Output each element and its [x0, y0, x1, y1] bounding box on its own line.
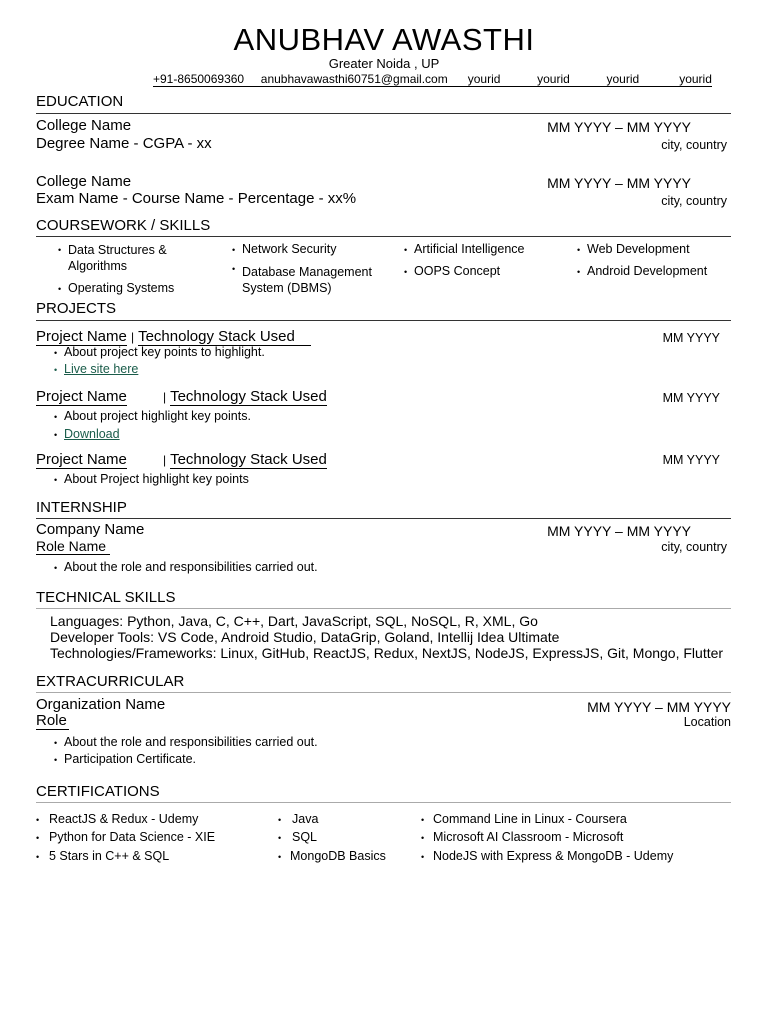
project-date: MM YYYY: [662, 391, 720, 405]
college-name: College Name: [36, 173, 132, 190]
degree-detail: Degree Name - CGPA - xx: [36, 135, 212, 152]
extracurricular-point: • About the role and responsibilities carried out.: [54, 735, 318, 749]
internship-place: city, country: [661, 540, 727, 554]
profile-link-3[interactable]: yourid: [606, 72, 640, 86]
company-name: Company Name: [36, 521, 145, 538]
project-date: MM YYYY: [662, 331, 720, 345]
extracurricular-date: MM YYYY – MM YYYY: [587, 699, 731, 715]
project-point: • About project highlight key points.: [54, 409, 251, 423]
section-divider: [36, 113, 731, 114]
education-date: MM YYYY – MM YYYY: [547, 119, 691, 135]
certifications-heading: CERTIFICATIONS: [36, 783, 160, 800]
resume-location: Greater Noida , UP: [328, 56, 440, 71]
project-date: MM YYYY: [662, 453, 720, 467]
section-divider: [36, 692, 731, 693]
certification-item: • Microsoft AI Classroom - Microsoft: [421, 830, 624, 844]
project-stack: Technology Stack Used: [170, 388, 327, 405]
section-divider: [36, 320, 731, 321]
section-divider: [36, 236, 731, 237]
project-title-row: Project Name | Technology Stack Used: [36, 328, 311, 345]
extracurricular-heading: EXTRACURRICULAR: [36, 673, 185, 690]
internship-point: • About the role and responsibilities carried out.: [54, 560, 318, 574]
skill-item: • Data Structures & Algorithms: [58, 243, 167, 273]
download-link[interactable]: Download: [64, 427, 120, 441]
certification-item: • NodeJS with Express & MongoDB - Udemy: [421, 849, 674, 863]
certification-item: • Python for Data Science - XIE: [36, 830, 216, 844]
project-stack: Technology Stack Used: [138, 328, 311, 346]
section-divider: [36, 802, 731, 803]
internship-heading: INTERNSHIP: [36, 499, 127, 516]
education-date: MM YYYY – MM YYYY: [547, 175, 691, 191]
skill-item: • Web Development: [577, 242, 690, 256]
project-point: • About Project highlight key points: [54, 472, 249, 486]
project-name: Project Name: [36, 388, 127, 405]
profile-link-4[interactable]: yourid: [679, 72, 712, 86]
certification-item: • Java: [278, 812, 319, 826]
phone-link[interactable]: +91-8650069360: [153, 72, 245, 86]
project-title-row: Project Name | Technology Stack Used: [36, 388, 327, 405]
profile-link-1[interactable]: yourid: [467, 72, 501, 86]
section-divider: [36, 608, 731, 609]
certification-item: • ReactJS & Redux - Udemy: [36, 812, 199, 826]
coursework-heading: COURSEWORK / SKILLS: [36, 217, 211, 234]
education-heading: EDUCATION: [36, 93, 124, 110]
resume-name: ANUBHAV AWASTHI: [233, 22, 535, 57]
developer-tools-line: Developer Tools: VS Code, Android Studio, DataGrip, Goland, Intellij Idea Ultimate: [50, 629, 560, 645]
internship-date: MM YYYY – MM YYYY: [547, 523, 691, 539]
email-link[interactable]: anubhavawasthi60751@gmail.com: [260, 72, 448, 86]
technical-heading: TECHNICAL SKILLS: [36, 589, 176, 606]
role-name: Role Name: [36, 538, 110, 554]
skill-item: • Android Development: [577, 264, 708, 278]
section-divider: [36, 518, 731, 519]
profile-link-2[interactable]: yourid: [537, 72, 570, 86]
college-name: College Name: [36, 117, 132, 134]
org-role: Role: [36, 712, 67, 729]
extracurricular-place: Location: [683, 715, 731, 729]
organization-name: Organization Name: [36, 696, 166, 713]
certification-item: • Command Line in Linux - Coursera: [421, 812, 627, 826]
education-place: city, country: [661, 194, 727, 208]
live-site-link[interactable]: Live site here: [64, 362, 139, 376]
degree-detail: Exam Name - Course Name - Percentage - xx%: [36, 190, 357, 207]
certification-item: • SQL: [278, 830, 318, 844]
skill-item: • Operating Systems: [58, 281, 175, 295]
project-stack: Technology Stack Used: [170, 451, 327, 468]
certification-item: • MongoDB Basics: [278, 849, 386, 863]
project-name: Project Name: [36, 451, 127, 468]
education-place: city, country: [661, 138, 727, 152]
project-name: Project Name: [36, 328, 127, 345]
skill-item: • Database Management System (DBMS): [232, 264, 372, 295]
project-point: • About project key points to highlight.: [54, 345, 265, 359]
frameworks-line: Technologies/Frameworks: Linux, GitHub, ReactJS, Redux, NextJS, NodeJS, ExpressJS, Git, Mongo, Flutter: [50, 645, 724, 661]
skill-item: • Network Security: [232, 242, 337, 256]
project-title-row: Project Name | Technology Stack Used: [36, 451, 327, 468]
project-link-item: • Live site here: [54, 362, 139, 376]
contact-line: [153, 72, 712, 87]
languages-line: Languages: Python, Java, C, C++, Dart, JavaScript, SQL, NoSQL, R, XML, Go: [50, 613, 538, 629]
projects-heading: PROJECTS: [36, 300, 117, 317]
skill-item: • Artificial Intelligence: [404, 242, 525, 256]
skill-item: • OOPS Concept: [404, 264, 501, 278]
project-link-item: • Download: [54, 427, 120, 441]
extracurricular-point: • Participation Certificate.: [54, 752, 197, 766]
certification-item: • 5 Stars in C++ & SQL: [36, 849, 170, 863]
